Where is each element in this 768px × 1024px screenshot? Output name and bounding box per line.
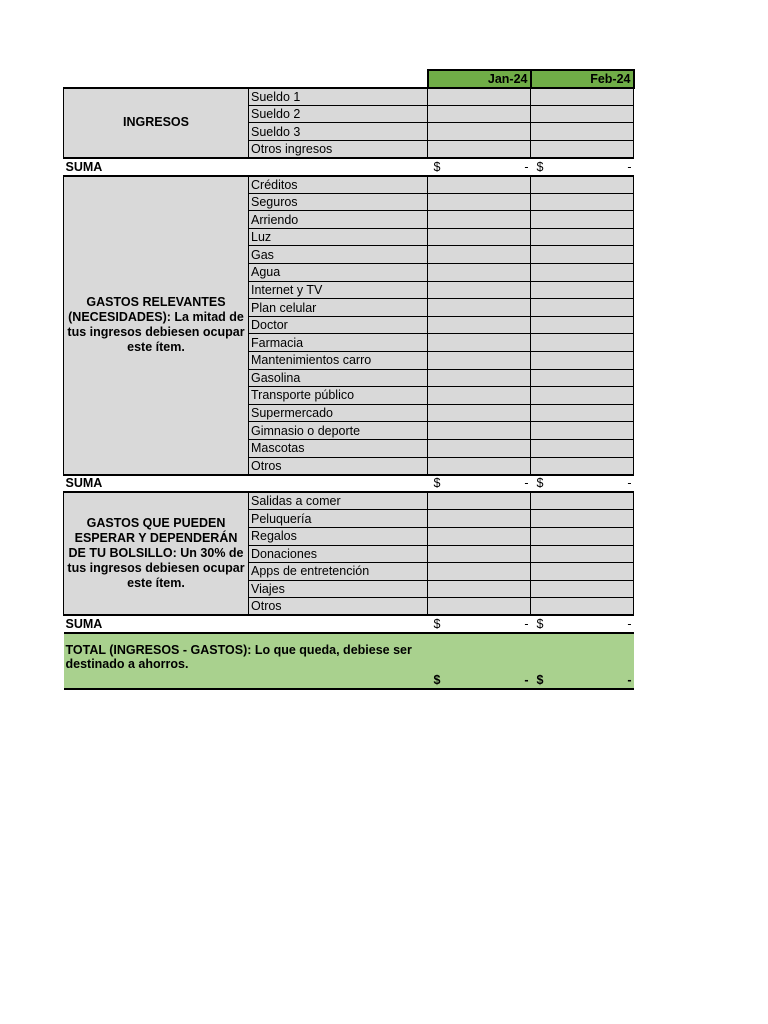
total-row xyxy=(64,633,634,689)
value-cell-jan[interactable] xyxy=(428,510,531,528)
gastos-relevantes-item-label: Internet y TV xyxy=(249,281,428,299)
ingresos-item-label: Sueldo 3 xyxy=(249,123,428,141)
value-cell-feb[interactable] xyxy=(531,422,634,440)
suma-label: SUMA xyxy=(64,158,249,176)
header-row xyxy=(64,70,634,88)
suma-blank-cell xyxy=(249,615,428,633)
value-cell-jan[interactable] xyxy=(428,193,531,211)
gastos-esperar-item-label: Apps de entretención xyxy=(249,563,428,581)
currency-symbol: $ xyxy=(433,476,441,491)
value-cell-jan[interactable] xyxy=(428,457,531,475)
suma-label: SUMA xyxy=(64,475,249,493)
gastos-relevantes-item-label: Créditos xyxy=(249,176,428,194)
value-cell-jan[interactable] xyxy=(428,545,531,563)
currency-symbol: $ xyxy=(433,159,441,174)
value-cell-jan[interactable] xyxy=(428,228,531,246)
gastos-relevantes-item-label: Otros xyxy=(249,457,428,475)
value-cell-jan[interactable] xyxy=(428,105,531,123)
gastos-esperar-row xyxy=(64,492,634,510)
value-cell-jan[interactable] xyxy=(428,316,531,334)
value-cell-feb[interactable] xyxy=(531,369,634,387)
gastos-esperar-section-title: GASTOS QUE PUEDEN ESPERAR Y DEPENDERÁN DE TU BOLSILLO: Un 30% de tus ingresos debiesen ocupar este ítem. xyxy=(64,492,249,615)
value-cell-feb[interactable] xyxy=(531,510,634,528)
total-label: TOTAL (INGRESOS - GASTOS): Lo que queda, debiese ser destinado a ahorros. xyxy=(64,633,428,689)
gastos-relevantes-item-label: Farmacia xyxy=(249,334,428,352)
month-header-jan[interactable]: Jan-24 xyxy=(428,70,531,88)
value-cell-jan[interactable] xyxy=(428,580,531,598)
gastos-relevantes-item-label: Seguros xyxy=(249,193,428,211)
ingresos-item-label: Otros ingresos xyxy=(249,140,428,158)
currency-symbol: $ xyxy=(536,159,544,174)
value-cell-feb[interactable] xyxy=(531,352,634,370)
suma-cell-feb[interactable] xyxy=(531,158,634,176)
suma-amount: - xyxy=(524,159,529,174)
value-cell-feb[interactable] xyxy=(531,334,634,352)
header-blank-cell xyxy=(249,70,428,88)
value-cell-jan[interactable] xyxy=(428,369,531,387)
value-cell-feb[interactable] xyxy=(531,563,634,581)
value-cell-jan[interactable] xyxy=(428,439,531,457)
value-cell-jan[interactable] xyxy=(428,211,531,229)
total-cell-feb[interactable] xyxy=(531,633,634,689)
ingresos-section-title: INGRESOS xyxy=(64,88,249,158)
currency-symbol: $ xyxy=(536,673,544,687)
ingresos-row xyxy=(64,88,634,106)
value-cell-jan[interactable] xyxy=(428,404,531,422)
gastos-esperar-item-label: Viajes xyxy=(249,580,428,598)
gastos-relevantes-item-label: Gimnasio o deporte xyxy=(249,422,428,440)
value-cell-feb[interactable] xyxy=(531,246,634,264)
suma-cell-jan[interactable] xyxy=(428,158,531,176)
suma-amount: - xyxy=(627,159,632,174)
gastos-relevantes-item-label: Doctor xyxy=(249,316,428,334)
value-cell-feb[interactable] xyxy=(531,281,634,299)
suma-blank-cell xyxy=(249,158,428,176)
suma-amount: - xyxy=(524,617,529,632)
suma-cell-jan[interactable] xyxy=(428,475,531,493)
gastos-relevantes-suma-row xyxy=(64,475,634,493)
gastos-relevantes-item-label: Arriendo xyxy=(249,211,428,229)
value-cell-feb[interactable] xyxy=(531,598,634,616)
gastos-relevantes-item-label: Gasolina xyxy=(249,369,428,387)
value-cell-jan[interactable] xyxy=(428,563,531,581)
value-cell-jan[interactable] xyxy=(428,387,531,405)
gastos-relevantes-item-label: Supermercado xyxy=(249,404,428,422)
value-cell-jan[interactable] xyxy=(428,352,531,370)
gastos-relevantes-item-label: Mantenimientos carro xyxy=(249,352,428,370)
gastos-relevantes-row xyxy=(64,176,634,194)
value-cell-jan[interactable] xyxy=(428,334,531,352)
currency-symbol: $ xyxy=(433,673,441,687)
total-amount: - xyxy=(627,673,632,687)
suma-cell-feb[interactable] xyxy=(531,475,634,493)
value-cell-feb[interactable] xyxy=(531,527,634,545)
gastos-esperar-item-label: Otros xyxy=(249,598,428,616)
value-cell-jan[interactable] xyxy=(428,123,531,141)
value-cell-jan[interactable] xyxy=(428,246,531,264)
gastos-relevantes-item-label: Agua xyxy=(249,264,428,282)
ingresos-item-label: Sueldo 2 xyxy=(249,105,428,123)
value-cell-feb[interactable] xyxy=(531,439,634,457)
value-cell-jan[interactable] xyxy=(428,527,531,545)
gastos-relevantes-item-label: Gas xyxy=(249,246,428,264)
currency-symbol: $ xyxy=(536,476,544,491)
value-cell-feb[interactable] xyxy=(531,193,634,211)
value-cell-feb[interactable] xyxy=(531,387,634,405)
value-cell-feb[interactable] xyxy=(531,492,634,510)
total-amount: - xyxy=(524,673,529,687)
gastos-esperar-item-label: Regalos xyxy=(249,527,428,545)
value-cell-feb[interactable] xyxy=(531,299,634,317)
suma-label: SUMA xyxy=(64,615,249,633)
value-cell-feb[interactable] xyxy=(531,105,634,123)
gastos-esperar-item-label: Donaciones xyxy=(249,545,428,563)
gastos-esperar-item-label: Peluquería xyxy=(249,510,428,528)
value-cell-feb[interactable] xyxy=(531,545,634,563)
value-cell-jan[interactable] xyxy=(428,598,531,616)
gastos-relevantes-item-label: Transporte público xyxy=(249,387,428,405)
gastos-relevantes-section-title: GASTOS RELEVANTES (NECESIDADES): La mitad de tus ingresos debiesen ocupar este ítem. xyxy=(64,176,249,475)
gastos-relevantes-item-label: Luz xyxy=(249,228,428,246)
value-cell-jan[interactable] xyxy=(428,88,531,106)
value-cell-jan[interactable] xyxy=(428,264,531,282)
value-cell-feb[interactable] xyxy=(531,123,634,141)
month-header-feb[interactable]: Feb-24 xyxy=(531,70,634,88)
value-cell-feb[interactable] xyxy=(531,228,634,246)
value-cell-jan[interactable] xyxy=(428,422,531,440)
value-cell-jan[interactable] xyxy=(428,299,531,317)
budget-table xyxy=(63,69,635,690)
value-cell-jan[interactable] xyxy=(428,140,531,158)
total-cell-jan[interactable] xyxy=(428,633,531,689)
currency-symbol: $ xyxy=(433,617,441,632)
ingresos-item-label: Sueldo 1 xyxy=(249,88,428,106)
value-cell-jan[interactable] xyxy=(428,492,531,510)
value-cell-jan[interactable] xyxy=(428,176,531,194)
value-cell-feb[interactable] xyxy=(531,316,634,334)
suma-cell-jan[interactable] xyxy=(428,615,531,633)
value-cell-jan[interactable] xyxy=(428,281,531,299)
suma-amount: - xyxy=(627,476,632,491)
suma-blank-cell xyxy=(249,475,428,493)
gastos-esperar-suma-row xyxy=(64,615,634,633)
value-cell-feb[interactable] xyxy=(531,211,634,229)
gastos-relevantes-item-label: Plan celular xyxy=(249,299,428,317)
suma-amount: - xyxy=(524,476,529,491)
gastos-esperar-item-label: Salidas a comer xyxy=(249,492,428,510)
value-cell-feb[interactable] xyxy=(531,457,634,475)
ingresos-suma-row xyxy=(64,158,634,176)
suma-amount: - xyxy=(627,617,632,632)
header-blank-cell xyxy=(64,70,249,88)
value-cell-feb[interactable] xyxy=(531,176,634,194)
value-cell-feb[interactable] xyxy=(531,404,634,422)
value-cell-feb[interactable] xyxy=(531,264,634,282)
gastos-relevantes-item-label: Mascotas xyxy=(249,439,428,457)
value-cell-feb[interactable] xyxy=(531,88,634,106)
currency-symbol: $ xyxy=(536,617,544,632)
value-cell-feb[interactable] xyxy=(531,580,634,598)
suma-cell-feb[interactable] xyxy=(531,615,634,633)
value-cell-feb[interactable] xyxy=(531,140,634,158)
